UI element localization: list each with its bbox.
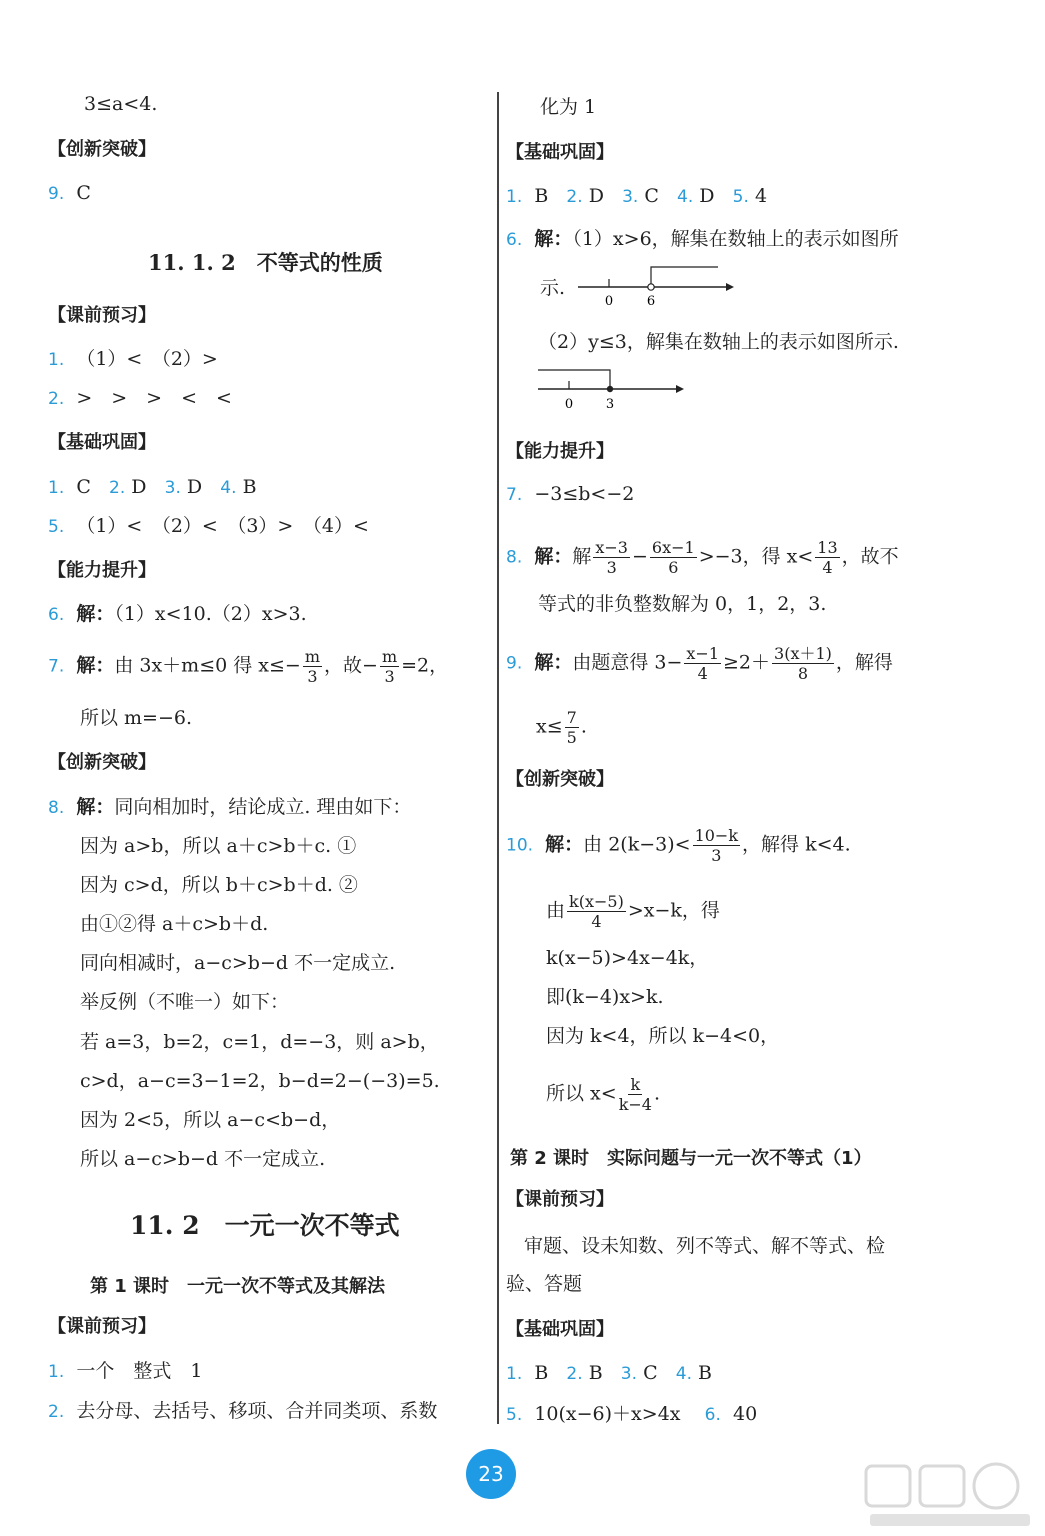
denominator: 4 [822,558,833,577]
item-number: 6. [704,1405,721,1425]
open-endpoint [648,284,654,290]
text-line: 示. [540,277,566,299]
tick-label: 3 [605,397,615,412]
axis-arrow [726,283,734,291]
fraction [650,538,697,577]
fraction [303,647,322,686]
section-header: 【课前预习】 [48,305,156,326]
answer-line [48,647,448,686]
answer-text: >x−k，得 [627,899,720,922]
answer-line [536,708,587,747]
fraction [693,826,740,865]
section-header: 【课前预习】 [48,1316,156,1337]
section-header: 【基础巩固】 [506,142,614,163]
answer-line [48,795,411,820]
numerator: x−3 [595,538,628,557]
answer-text: 4 [754,185,768,207]
denominator: 3 [606,558,617,577]
answer-line [506,227,899,252]
solution-label: 解： [76,603,115,625]
answer-text: D [699,185,715,207]
tick-label: 0 [604,294,614,309]
item-number: 2. [566,187,583,207]
denominator: k−4 [618,1095,652,1114]
item-number: 3. [620,1364,638,1384]
answer-line [48,181,91,206]
answer-text: x≤ [536,715,563,738]
text-line: 所以 a−c>b−d 不一定成立. [80,1148,326,1170]
solution-label: 解： [76,796,115,818]
item-number: 1. [506,187,523,207]
numerator: x−1 [686,644,720,663]
lesson-title: 第 2 课时 实际问题与一元一次不等式（1） [510,1148,872,1169]
numerator: 10−k [694,826,739,845]
closed-endpoint [607,386,613,392]
section-header: 【基础巩固】 [506,1319,614,1340]
item-number: 8. [506,547,523,568]
item-number: 9. [48,184,65,204]
number-line-y-le-3 [538,367,688,415]
item-number: 2. [48,1402,65,1422]
answer-line [48,1399,437,1424]
text-line: 若 a=3，b=2，c=1，d=−3，则 a>b， [80,1031,439,1053]
numerator: m [381,647,398,666]
answer-text: C [76,476,91,498]
answer-text: （1）x<10.（2）x>3. [114,603,307,625]
text-line: 所以 m=−6. [80,707,193,729]
solution-label: 解： [545,833,584,856]
axis-arrow [676,385,684,393]
item-number: 1. [48,350,65,370]
item-number: 5. [48,517,65,537]
solution-label: 解： [534,651,573,674]
text-line: 审题、设未知数、列不等式、解不等式、检 [524,1235,886,1257]
item-number: 7. [506,485,523,505]
text-line: 3≤a<4. [84,93,158,115]
fraction [619,1075,652,1114]
answer-text: . [580,715,587,738]
denominator: 5 [566,728,577,747]
number-line-x-gt-6 [578,262,738,310]
answer-text: ，解得 k<4. [742,833,851,856]
item-number: 10. [506,835,534,856]
answer-text: 所以 x< [546,1082,617,1105]
fraction [684,644,721,683]
watermark-logo [860,1460,1040,1532]
text-line: 因为 a>b，所以 a＋c>b＋c. ① [80,835,357,857]
denominator: 6 [668,558,679,577]
answer-text: 解 [572,545,592,568]
item-number: 2. [109,478,126,498]
text-line: 即(k−4)x>k. [546,986,664,1008]
answer-text: B [242,476,257,498]
answer-text: ，故− [324,654,378,677]
denominator: 3 [384,667,395,686]
section-header: 【创新突破】 [48,139,156,160]
numerator: 13 [817,538,838,557]
item-number: 5. [732,187,749,207]
fraction [380,647,399,686]
text-line: 举反例（不唯一）如下： [80,991,290,1013]
answer-line [506,644,893,683]
answer-text: − [631,545,648,568]
answer-text: ，故不 [841,545,899,568]
answer-text: 10(x−6)＋x>4x [534,1403,681,1425]
answer-text: （1）x>6，解集在数轴上的表示如图所 [572,228,899,250]
answer-text: ≥2＋ [723,651,771,674]
item-number: 3. [622,187,639,207]
numerator: 3(x＋1) [774,644,832,663]
text-line: 同向相减时，a−c>b−d 不一定成立. [80,952,396,974]
denominator: 4 [697,664,708,683]
answer-text: 40 [733,1403,758,1425]
answer-text: 去分母、去括号、移项、合并同类项、系数 [76,1400,438,1422]
denominator: 3 [711,846,722,865]
item-number: 6. [48,605,65,625]
answer-line [506,826,851,865]
answer-line [48,602,307,627]
text-line: k(x−5)>4x−4k， [546,947,709,969]
answer-text: 同向相加时，结论成立. 理由如下： [114,796,412,818]
denominator: 8 [797,664,809,683]
fraction [772,644,834,683]
item-number: 2. [566,1364,583,1384]
text-line: c>d，a−c=3−1=2，b−d=2−(−3)=5. [80,1070,440,1092]
numerator: k [630,1075,641,1094]
tick-label: 0 [564,397,574,412]
answer-text: D [186,476,203,498]
fraction [565,708,579,747]
answer-line [506,1402,757,1427]
numerator: m [304,647,321,666]
numerator: 7 [566,708,577,727]
answer-text: B [588,1362,603,1384]
numerator: k(x−5) [569,892,624,911]
answer-text: 由 2(k−3)< [583,833,691,856]
answer-text: =2， [401,654,449,677]
fraction [567,892,626,931]
text-line: 等式的非负整数解为 0，1，2，3. [538,593,827,615]
section-header: 【课前预习】 [506,1189,614,1210]
denominator: 3 [307,667,318,686]
item-number: 1. [48,1362,65,1382]
text-line: 因为 c>d，所以 b＋c>b＋d. ② [80,874,358,896]
lesson-title: 第 1 课时 一元一次不等式及其解法 [90,1276,386,1297]
column-divider [497,92,499,1424]
item-number: 3. [164,478,181,498]
item-number: 8. [48,798,65,818]
solution-label: 解： [534,228,573,250]
solution-label: 解： [534,545,573,568]
text-line: 由①②得 a＋c>b＋d. [80,913,269,935]
fraction [593,538,630,577]
answer-text: D [588,185,604,207]
answer-line [546,1075,660,1114]
answer-text: （1）< （2）< （3）> （4）< [76,515,369,537]
answer-text: . [653,1082,661,1105]
section-header: 【能力提升】 [48,560,156,581]
text-line: 化为 1 [540,96,597,118]
answer-text: C [76,182,91,204]
solution-range-bracket [651,267,718,287]
item-number: 4. [675,1364,692,1384]
answer-text: C [644,185,659,207]
item-number: 1. [48,478,65,498]
item-number: 6. [506,230,523,250]
text-line: （2）y≤3，解集在数轴上的表示如图所示. [538,331,899,353]
denominator: 4 [591,912,602,931]
item-number: 2. [48,389,65,409]
answer-text: C [643,1362,658,1384]
numerator: 6x−1 [651,538,695,557]
answer-line [48,1359,202,1384]
answer-text: > > > < < [76,387,232,409]
answer-line [48,347,218,372]
answer-text: B [698,1362,712,1384]
answer-text: 由题意得 3− [572,651,683,674]
text-line: 因为 2<5，所以 a−c<b−d， [80,1109,341,1131]
answer-text: −3≤b<−2 [534,483,635,505]
fraction [815,538,839,577]
answer-text: ，解得 [835,651,893,674]
item-number: 4. [220,478,237,498]
item-number: 7. [48,656,65,677]
item-number: 9. [506,653,523,674]
answer-line [506,1361,712,1386]
answer-line [506,184,767,209]
answer-line [506,482,634,507]
answer-text: D [131,476,147,498]
answer-text: 由 [546,899,566,922]
answer-text: B [534,1362,549,1384]
item-number: 5. [506,1405,523,1425]
section-title: 11. 2 一元一次不等式 [130,1211,400,1240]
answer-text: >−3，得 x< [698,545,814,568]
answer-text: 由 3x＋m≤0 得 x≤− [114,654,301,677]
answer-line [506,538,899,577]
solution-range-bracket [538,370,610,389]
section-header: 【创新突破】 [506,769,614,790]
section-header: 【基础巩固】 [48,432,156,453]
answer-text: 一个 整式 1 [76,1360,203,1382]
section-header: 【能力提升】 [506,441,614,462]
solution-label: 解： [76,654,115,677]
answer-line [546,892,720,931]
page-number-badge: 23 [466,1449,516,1499]
section-header: 【创新突破】 [48,752,156,773]
answer-text: B [534,185,549,207]
answer-text: （1）< （2）> [76,348,218,370]
text-line: 因为 k<4，所以 k−4<0， [546,1025,780,1047]
answer-line [48,475,257,500]
section-title: 11. 1. 2 不等式的性质 [148,250,383,275]
item-number: 1. [506,1364,523,1384]
text-line: 验、答题 [506,1273,583,1295]
answer-line [48,514,369,539]
answer-line [48,386,232,411]
tick-label: 6 [646,294,656,309]
item-number: 4. [677,187,694,207]
